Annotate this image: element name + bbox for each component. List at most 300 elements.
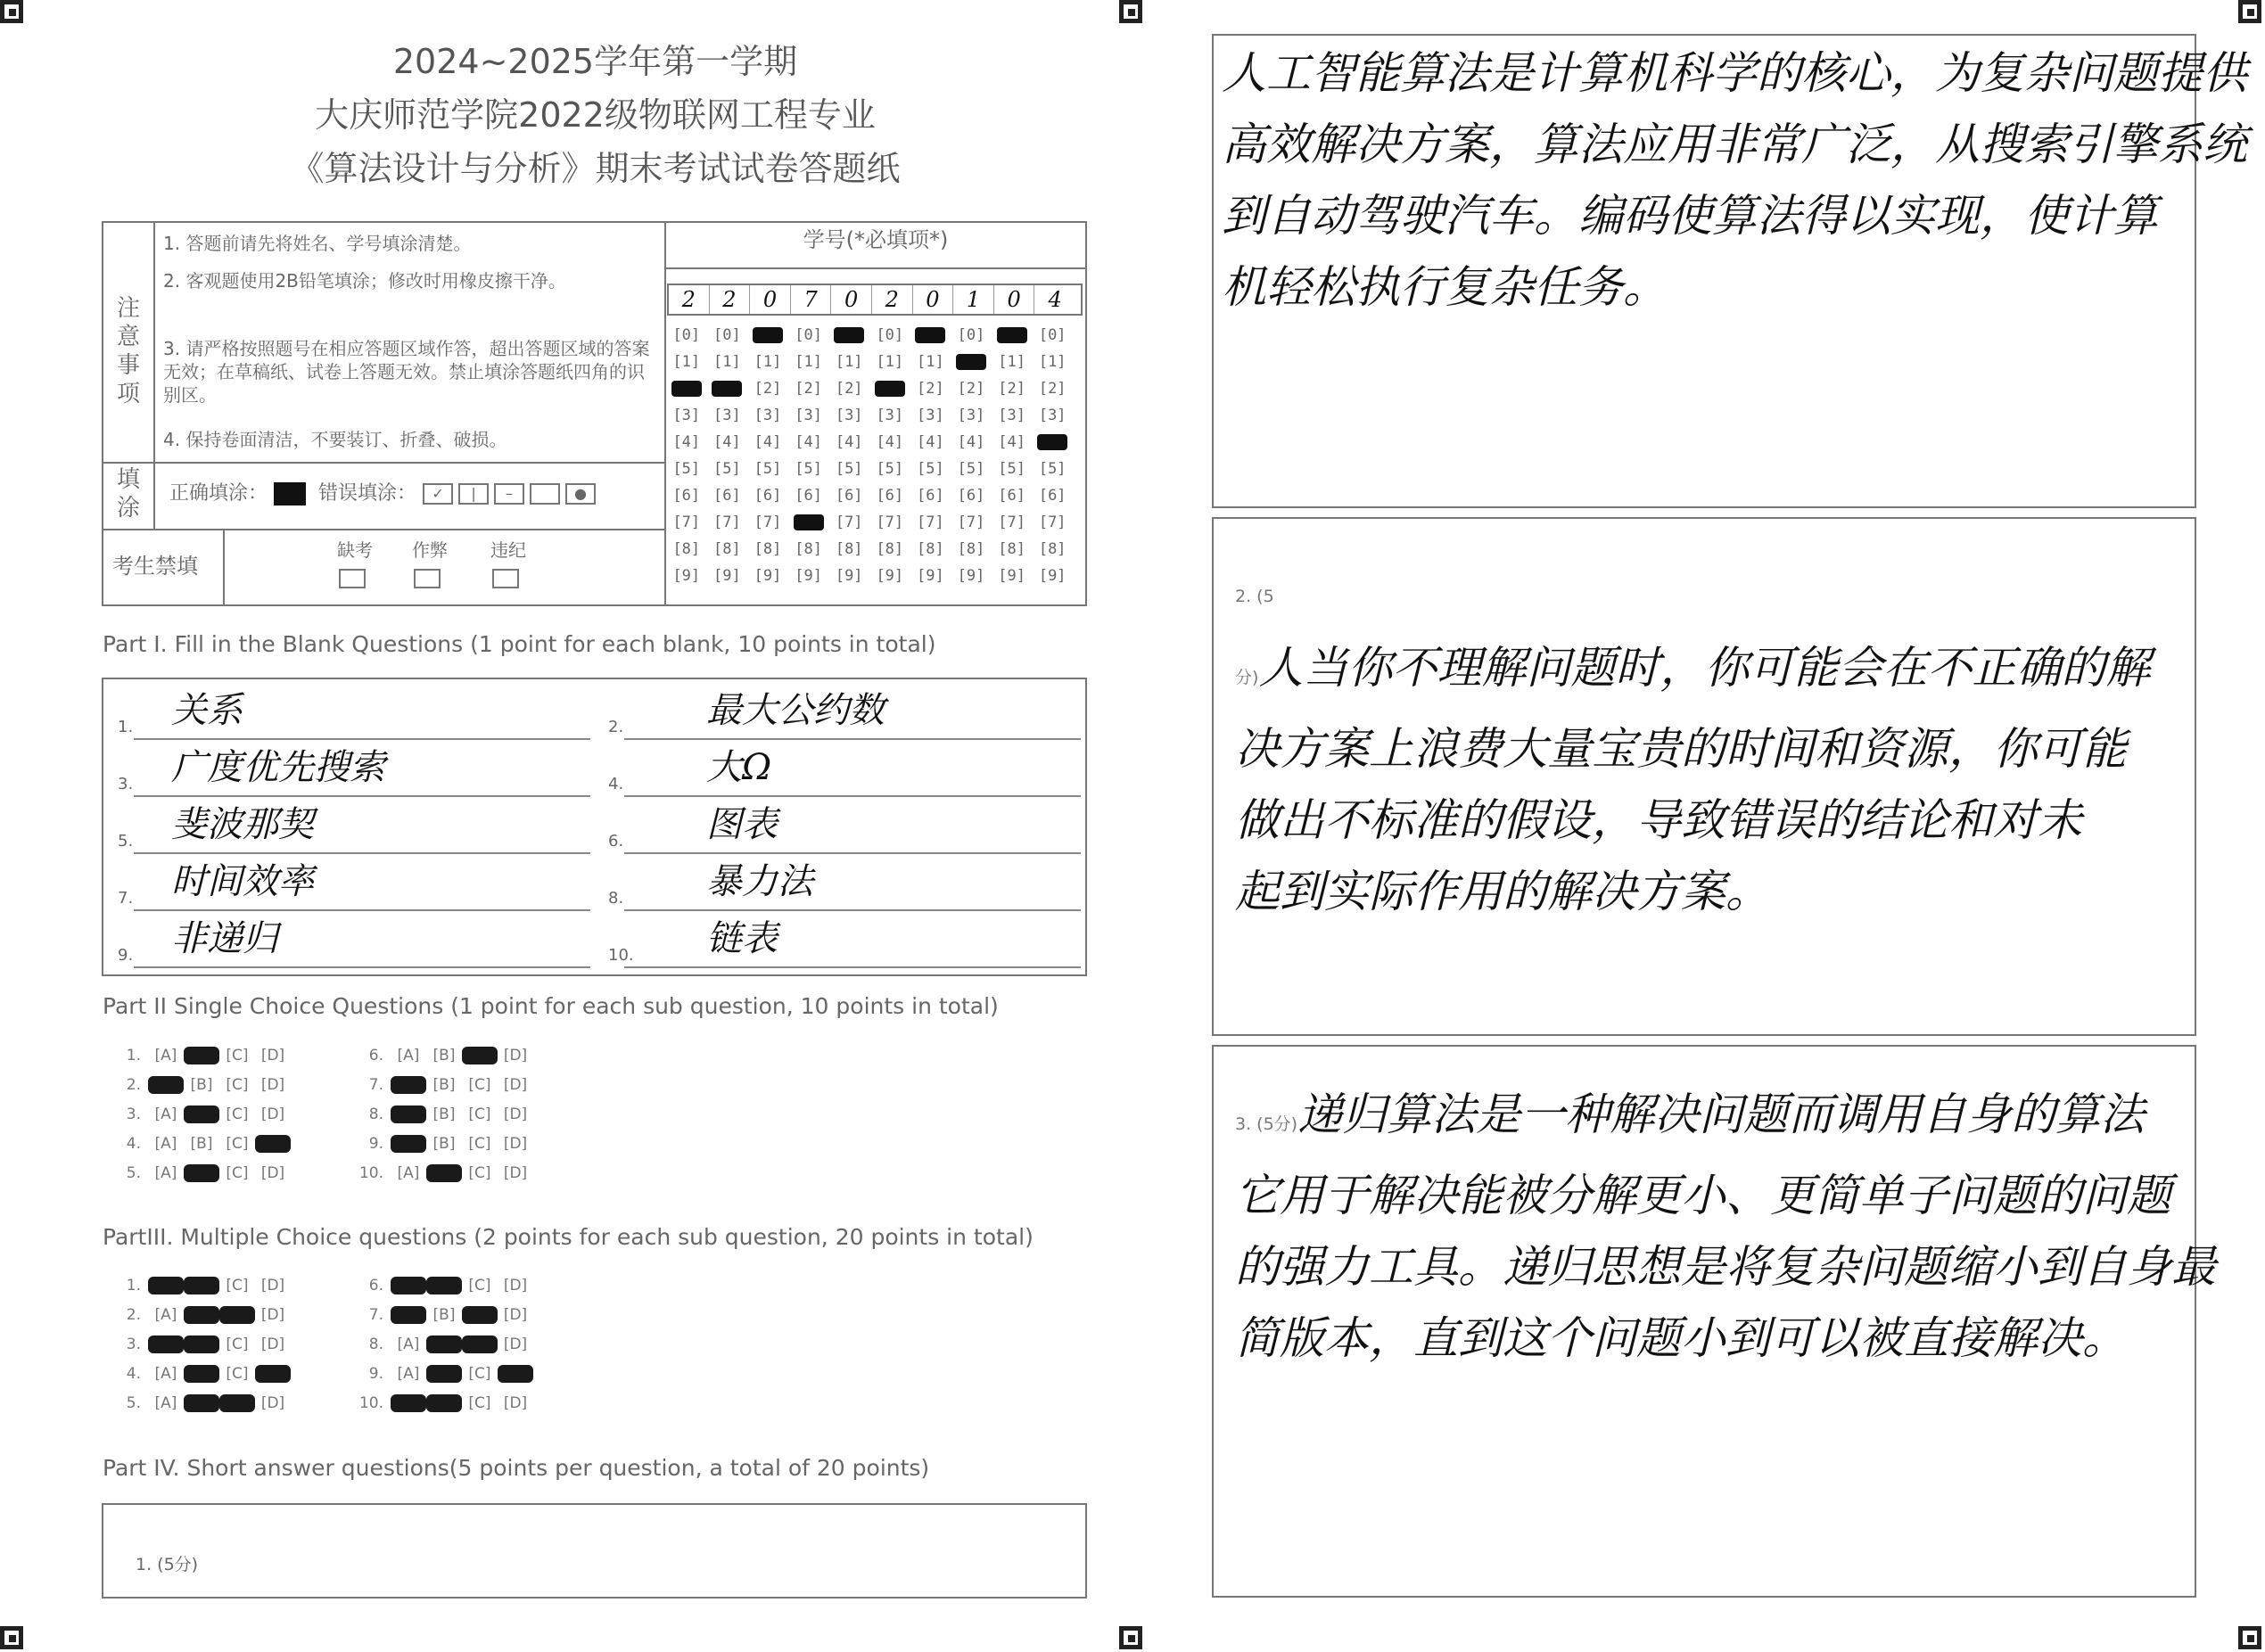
part2-question-1: [114, 1047, 291, 1064]
student-id-bubble[interactable]: [9]: [835, 567, 863, 585]
part3-q5-option-b-filled[interactable]: [184, 1394, 219, 1412]
part2-q2-option-b[interactable]: [B]: [190, 1076, 213, 1094]
blank-answer-text: 最大公约数: [706, 690, 885, 731]
blank-answer-text: 时间效率: [171, 861, 314, 902]
student-id-bubble[interactable]: [669, 380, 704, 398]
wrong-dot-icon: ●: [565, 483, 596, 505]
student-id-bubble[interactable]: [1]: [998, 353, 1025, 371]
blank-answer-4[interactable]: [608, 744, 1081, 797]
forbidden-violation: 违纪: [482, 538, 535, 588]
answer-3-text: [1235, 1079, 2216, 1374]
part3-q9-option-a[interactable]: [A]: [397, 1365, 420, 1383]
student-id-bubble[interactable]: [791, 514, 827, 531]
violation-checkbox[interactable]: [492, 569, 519, 588]
student-id-bubble[interactable]: [5]: [957, 460, 985, 478]
part2-q6-option-a[interactable]: [A]: [397, 1047, 420, 1064]
student-id-bubble[interactable]: [9]: [1038, 567, 1067, 585]
part2-q1-option-a[interactable]: [A]: [154, 1047, 177, 1064]
part3-question-10: [357, 1394, 533, 1412]
short-answer-box-1-left: [102, 1503, 1087, 1599]
question-number: 2.: [126, 1076, 141, 1094]
blank-underline: [624, 852, 1081, 854]
student-id-bubble[interactable]: [2]: [835, 380, 863, 398]
part2-q4-option-c[interactable]: [C]: [226, 1135, 249, 1153]
student-id-bubble[interactable]: [3]: [876, 407, 904, 424]
exam-title: 《算法设计与分析》期末考试试卷答题纸: [290, 149, 901, 188]
student-id-bubble[interactable]: [6]: [835, 487, 863, 505]
blank-answer-text: 广度优先搜索: [171, 747, 385, 788]
part2-question-7: [357, 1076, 533, 1094]
blank-number: 2.: [608, 718, 624, 736]
student-id-bubble[interactable]: [0]: [876, 326, 904, 344]
student-id-bubble[interactable]: [9]: [917, 567, 944, 585]
student-id-bubble[interactable]: [7]: [835, 514, 863, 531]
student-id-bubble[interactable]: [9]: [672, 567, 701, 585]
part3-q2-option-b-filled[interactable]: [184, 1306, 219, 1324]
student-id-bubble[interactable]: [6]: [1038, 487, 1067, 505]
student-id-bubble[interactable]: [5]: [1038, 460, 1067, 478]
part3-question-1: [114, 1277, 291, 1294]
part3-q3-option-a-filled[interactable]: [148, 1336, 184, 1353]
part3-q3-option-b-filled[interactable]: [184, 1336, 219, 1353]
part2-q1-option-c[interactable]: [C]: [226, 1047, 249, 1064]
student-id-bubble[interactable]: [4]: [795, 433, 822, 451]
student-id-bubble[interactable]: [2]: [795, 380, 822, 398]
student-id-bubble[interactable]: [4]: [835, 433, 863, 451]
student-id-digit: 0: [831, 285, 872, 314]
part3-q1-option-a-filled[interactable]: [148, 1277, 184, 1294]
blank-answer-text: 非递归: [171, 918, 278, 959]
student-id-bubble[interactable]: [5]: [795, 460, 822, 478]
part2-question-8: [357, 1105, 533, 1123]
student-id-bubble[interactable]: [6]: [876, 487, 904, 505]
part2-q6-option-c-filled[interactable]: [462, 1047, 498, 1064]
student-id-bubble[interactable]: [7]: [754, 514, 782, 531]
blank-number: 4.: [608, 775, 624, 793]
part3-question-2: [114, 1306, 291, 1324]
student-id-bubble[interactable]: [4]: [713, 433, 741, 451]
student-id-bubble[interactable]: [2]: [957, 380, 985, 398]
student-id-bubble[interactable]: [1]: [672, 353, 701, 371]
student-id-bubble[interactable]: [1]: [1038, 353, 1067, 371]
question-number: 7.: [368, 1306, 383, 1324]
student-id-bubble[interactable]: [3]: [917, 407, 944, 424]
question-number: 1.: [126, 1047, 141, 1064]
student-id-bubble[interactable]: [8]: [754, 540, 782, 558]
part2-q10-option-d[interactable]: [D]: [503, 1164, 528, 1182]
blank-answer-text: 关系: [171, 690, 243, 731]
student-id-bubble-filled: [794, 514, 824, 530]
part3-q5-option-a[interactable]: [A]: [154, 1394, 177, 1412]
question-number: 3.: [126, 1336, 141, 1353]
part2-q10-option-c[interactable]: [C]: [468, 1164, 491, 1182]
corner-marker-top-left: [0, 0, 23, 23]
part2-q9-option-d[interactable]: [D]: [503, 1135, 528, 1153]
part3-q7-option-a-filled[interactable]: [391, 1306, 426, 1324]
part3-q1-option-d[interactable]: [D]: [260, 1277, 285, 1294]
corner-marker-top-center: [1119, 0, 1142, 23]
part3-q3-option-d[interactable]: [D]: [260, 1336, 285, 1353]
question-number: 7.: [368, 1076, 383, 1094]
student-id-bubble[interactable]: [831, 326, 867, 344]
part3-q1-option-c[interactable]: [C]: [226, 1277, 249, 1294]
blank-underline: [624, 738, 1081, 740]
part2-q3-option-a[interactable]: [A]: [154, 1105, 177, 1123]
fill-label: 填涂: [116, 466, 140, 522]
student-id-bubble[interactable]: [6]: [957, 487, 985, 505]
student-id-bubble[interactable]: [7]: [917, 514, 944, 531]
corner-marker-bottom-right: [2238, 1626, 2261, 1649]
question-number: 10.: [358, 1394, 383, 1412]
part3-q9-option-d-filled[interactable]: [498, 1365, 533, 1383]
part2-q5-option-a[interactable]: [A]: [154, 1164, 177, 1182]
answer-line: 递归算法是一种解决问题而调用自身的算法: [1297, 1089, 2146, 1140]
student-id-bubble[interactable]: [9]: [795, 567, 822, 585]
part2-q4-option-a[interactable]: [A]: [154, 1135, 177, 1153]
part3-q8-option-b-filled[interactable]: [426, 1336, 462, 1353]
exam-major: 大庆师范学院2022级物联网工程专业: [315, 95, 876, 135]
student-id-bubble[interactable]: [6]: [998, 487, 1025, 505]
part3-q6-option-b-filled[interactable]: [426, 1277, 462, 1294]
blank-answer-2[interactable]: [608, 686, 1081, 740]
student-id-digit: 1: [953, 285, 994, 314]
student-id-bubble[interactable]: [3]: [1038, 407, 1067, 424]
part3-q2-option-d[interactable]: [D]: [260, 1306, 285, 1324]
blank-answer-9[interactable]: [118, 915, 590, 968]
part3-q4-option-b-filled[interactable]: [184, 1365, 219, 1383]
part3-q4-option-a[interactable]: [A]: [154, 1365, 177, 1383]
student-id-bubble-filled: [671, 381, 702, 397]
notice-item-2: 2. 客观题使用2B铅笔填涂；修改时用橡皮擦干净。: [163, 270, 566, 292]
student-id-bubble-filled: [1037, 434, 1067, 450]
student-id-bubble[interactable]: [1]: [876, 353, 904, 371]
question-number: 8.: [368, 1105, 383, 1123]
answer-line: 机轻松执行复杂任务。: [1222, 261, 1668, 313]
student-id-bubble[interactable]: [4]: [917, 433, 944, 451]
student-id-bubble[interactable]: [5]: [713, 460, 741, 478]
question-number: 10.: [358, 1164, 383, 1182]
blank-answer-6[interactable]: [608, 801, 1081, 854]
part3-q8-option-d[interactable]: [D]: [503, 1336, 528, 1353]
student-id-bubble[interactable]: [8]: [957, 540, 985, 558]
student-id-bubble[interactable]: [3]: [672, 407, 701, 424]
part3-q10-option-b-filled[interactable]: [426, 1394, 462, 1412]
student-id-bubble[interactable]: [1]: [713, 353, 741, 371]
q1-label: 1. (5分): [136, 1555, 199, 1574]
student-id-bubble[interactable]: [4]: [754, 433, 782, 451]
student-id-bubble[interactable]: [9]: [876, 567, 904, 585]
part3-question-6: [357, 1277, 533, 1294]
student-id-bubble[interactable]: [1]: [754, 353, 782, 371]
blank-answer-text: 斐波那契: [171, 804, 314, 845]
blank-number: 7.: [118, 889, 134, 908]
part2-q8-option-d[interactable]: [D]: [503, 1105, 528, 1123]
part3-q5-option-d[interactable]: [D]: [260, 1394, 285, 1412]
student-id-bubble[interactable]: [2]: [754, 380, 782, 398]
part2-q9-option-c[interactable]: [C]: [468, 1135, 491, 1153]
student-id-bubble[interactable]: [8]: [713, 540, 741, 558]
student-id-bubble[interactable]: [8]: [876, 540, 904, 558]
part2-q5-option-b-filled[interactable]: [184, 1164, 219, 1182]
student-id-bubble[interactable]: [3]: [713, 407, 741, 424]
fill-correct-sample: [274, 482, 306, 505]
student-id-bubble[interactable]: [2]: [917, 380, 944, 398]
student-id-bubble[interactable]: [994, 326, 1030, 344]
part3-q4-option-c[interactable]: [C]: [226, 1365, 249, 1383]
student-id-bubble[interactable]: [7]: [998, 514, 1025, 531]
part3-q9-option-b-filled[interactable]: [426, 1365, 462, 1383]
blank-number: 3.: [118, 775, 134, 793]
student-id-bubble[interactable]: [5]: [835, 460, 863, 478]
answer-line: 决方案上浪费大量宝贵的时间和资源，你可能: [1235, 723, 2127, 775]
part3-q6-option-c[interactable]: [C]: [468, 1277, 491, 1294]
cheat-checkbox[interactable]: [414, 569, 441, 588]
absent-checkbox[interactable]: [339, 569, 366, 588]
part2-q2-option-d[interactable]: [D]: [260, 1076, 285, 1094]
student-id-written-row: [667, 284, 1083, 316]
part3-q3-option-c[interactable]: [C]: [226, 1336, 249, 1353]
notice-item-3: 3. 请严格按照题号在相应答题区域作答，超出答题区域的答案无效；在草稿纸、试卷上答题无效。禁止填涂答题纸四角的识别区。: [163, 338, 650, 406]
exam-term: 2024~2025学年第一学期: [392, 42, 798, 81]
student-id-bubble[interactable]: [1]: [835, 353, 863, 371]
blank-number: 6.: [608, 832, 624, 851]
student-id-digit: 0: [994, 285, 1035, 314]
student-id-bubble[interactable]: [872, 380, 908, 398]
wrong-check-icon: ✓: [423, 483, 453, 505]
part3-question-3: [114, 1336, 291, 1353]
student-id-bubble[interactable]: [5]: [672, 460, 701, 478]
blank-answer-text: 暴力法: [706, 861, 813, 902]
student-id-digit: 7: [791, 285, 832, 314]
answer-2-text: [1235, 551, 2189, 927]
part3-q10-option-d[interactable]: [D]: [503, 1394, 528, 1412]
part3-q10-option-c[interactable]: [C]: [468, 1394, 491, 1412]
part3-q2-option-a[interactable]: [A]: [154, 1306, 177, 1324]
student-id-bubble[interactable]: [5]: [917, 460, 944, 478]
question-number: 5.: [126, 1164, 141, 1182]
student-id-bubble[interactable]: [1]: [917, 353, 944, 371]
notice-item-1: 1. 答题前请先将姓名、学号填涂清楚。: [163, 233, 472, 254]
student-id-bubble[interactable]: [4]: [998, 433, 1025, 451]
blank-underline: [624, 795, 1081, 797]
part3-q5-option-c-filled[interactable]: [219, 1394, 255, 1412]
part3-q7-option-d[interactable]: [D]: [503, 1306, 528, 1324]
blank-underline: [134, 966, 590, 968]
part2-q7-option-a-filled[interactable]: [391, 1076, 426, 1094]
answer-line: 起到实际作用的解决方案。: [1235, 866, 1770, 917]
student-id-bubble[interactable]: [8]: [672, 540, 701, 558]
part2-q10-option-b-filled[interactable]: [426, 1164, 462, 1182]
blank-underline: [624, 966, 1081, 968]
student-id-bubble[interactable]: [3]: [754, 407, 782, 424]
student-id-bubble[interactable]: [7]: [957, 514, 985, 531]
part2-q6-option-b[interactable]: [B]: [432, 1047, 456, 1064]
student-id-bubble[interactable]: [7]: [672, 514, 701, 531]
part2-q3-option-d[interactable]: [D]: [260, 1105, 285, 1123]
part2-q3-option-b-filled[interactable]: [184, 1105, 219, 1123]
part3-q1-option-b-filled[interactable]: [184, 1277, 219, 1294]
part2-q1-option-b-filled[interactable]: [184, 1047, 219, 1064]
part2-question-5: [114, 1164, 291, 1182]
student-id-bubble[interactable]: [0]: [795, 326, 822, 344]
part3-q4-option-d-filled[interactable]: [255, 1365, 291, 1383]
part3-q8-option-c-filled[interactable]: [462, 1336, 498, 1353]
student-id-bubble[interactable]: [9]: [957, 567, 985, 585]
student-id-bubble[interactable]: [5]: [754, 460, 782, 478]
student-id-bubble[interactable]: [2]: [1038, 380, 1067, 398]
student-id-bubble[interactable]: [0]: [713, 326, 741, 344]
part3-q2-option-c-filled[interactable]: [219, 1306, 255, 1324]
part2-q7-option-b[interactable]: [B]: [432, 1076, 456, 1094]
student-id-bubble[interactable]: [8]: [835, 540, 863, 558]
student-id-bubble[interactable]: [3]: [957, 407, 985, 424]
part2-title: Part II Single Choice Questions (1 point for each sub question, 10 points in total): [103, 993, 999, 1019]
student-id-bubble[interactable]: [6]: [917, 487, 944, 505]
part2-q3-option-c[interactable]: [C]: [226, 1105, 249, 1123]
student-id-bubble[interactable]: [8]: [1038, 540, 1067, 558]
part3-q9-option-c[interactable]: [C]: [468, 1365, 491, 1383]
part2-q8-option-a-filled[interactable]: [391, 1105, 426, 1123]
student-id-bubble[interactable]: [953, 353, 989, 371]
student-id-bubble[interactable]: [7]: [876, 514, 904, 531]
student-id-bubble[interactable]: [2]: [998, 380, 1025, 398]
part2-question-4: [114, 1135, 291, 1153]
question-number: 2.: [126, 1306, 141, 1324]
part2-q4-option-d-filled[interactable]: [255, 1135, 291, 1153]
student-id-digit: 4: [1048, 287, 1062, 312]
part3-question-9: [357, 1365, 533, 1383]
part3-q6-option-a-filled[interactable]: [391, 1277, 426, 1294]
question-number: 4.: [126, 1365, 141, 1383]
blank-answer-text: 图表: [706, 804, 778, 845]
student-id-bubble[interactable]: [6]: [672, 487, 701, 505]
blank-answer-3[interactable]: [118, 744, 590, 797]
student-id-bubble[interactable]: [6]: [713, 487, 741, 505]
part2-q6-option-d[interactable]: [D]: [503, 1047, 528, 1064]
student-id-bubble[interactable]: [4]: [957, 433, 985, 451]
student-id-bubble[interactable]: [6]: [795, 487, 822, 505]
student-id-bubble[interactable]: [4]: [876, 433, 904, 451]
student-id-bubble[interactable]: [5]: [998, 460, 1025, 478]
answer-line: 人当你不理解问题时，你可能会在不正确的解: [1258, 642, 2151, 694]
blank-underline: [624, 909, 1081, 911]
part3-question-4: [114, 1365, 291, 1383]
part2-q9-option-b[interactable]: [B]: [432, 1135, 456, 1153]
student-id-bubble[interactable]: [6]: [754, 487, 782, 505]
blank-answer-text: 大Ω: [706, 747, 772, 788]
student-id-bubble[interactable]: [8]: [917, 540, 944, 558]
part2-q1-option-d[interactable]: [D]: [260, 1047, 285, 1064]
blank-answer-7[interactable]: [118, 858, 590, 911]
student-id-bubble-filled: [997, 327, 1027, 343]
answer-line: 简版本，直到这个问题小到可以被直接解决。: [1235, 1312, 2127, 1364]
forbidden-cheat: 作弊: [403, 538, 457, 588]
student-id-bubble[interactable]: [1]: [795, 353, 822, 371]
blank-answer-8[interactable]: [608, 858, 1081, 911]
question-number: 9.: [368, 1135, 383, 1153]
part2-q2-option-c[interactable]: [C]: [226, 1076, 249, 1094]
student-id-bubble-filled: [834, 327, 864, 343]
blank-answer-10[interactable]: [608, 915, 1081, 968]
corner-marker-top-right: [2238, 0, 2261, 23]
student-id-bubble[interactable]: [9]: [713, 567, 741, 585]
student-id-bubble[interactable]: [9]: [754, 567, 782, 585]
student-id-bubble[interactable]: [710, 380, 745, 398]
part3-q7-option-b[interactable]: [B]: [432, 1306, 456, 1324]
student-id-bubble[interactable]: [750, 326, 786, 344]
part3-question-8: [357, 1336, 533, 1353]
part2-q7-option-c[interactable]: [C]: [468, 1076, 491, 1094]
student-id-bubble[interactable]: [1034, 433, 1070, 451]
question-number: 6.: [368, 1277, 383, 1294]
answer-line: 到自动驾驶汽车。编码使算法得以实现，使计算: [1222, 190, 2158, 242]
part2-q9-option-a-filled[interactable]: [391, 1135, 426, 1153]
part2-q4-option-b[interactable]: [B]: [190, 1135, 213, 1153]
blank-answer-text: 链表: [706, 918, 778, 959]
student-id-bubble[interactable]: [0]: [672, 326, 701, 344]
student-id-bubble[interactable]: [3]: [795, 407, 822, 424]
student-id-bubble[interactable]: [7]: [713, 514, 741, 531]
part3-q7-option-c-filled[interactable]: [462, 1306, 498, 1324]
blank-number: 8.: [608, 889, 624, 908]
student-id-title: 学号(*必填项*): [803, 227, 949, 252]
student-id-bubble[interactable]: [3]: [835, 407, 863, 424]
student-id-bubble-filled: [956, 354, 986, 370]
student-id-bubble[interactable]: [0]: [1038, 326, 1067, 344]
question-number: 6.: [368, 1047, 383, 1064]
answer-line: 做出不标准的假设，导致错误的结论和对未: [1235, 794, 2082, 846]
student-id-bubble[interactable]: [8]: [998, 540, 1025, 558]
part3-q6-option-d[interactable]: [D]: [503, 1277, 528, 1294]
answer-1-text: [1222, 37, 2247, 323]
fill-example: [169, 482, 601, 505]
part2-question-3: [114, 1105, 291, 1123]
student-id-bubble[interactable]: [8]: [795, 540, 822, 558]
part2-q8-option-b[interactable]: [B]: [432, 1105, 456, 1123]
student-id-bubble[interactable]: [9]: [998, 567, 1025, 585]
student-id-bubble[interactable]: [913, 326, 949, 344]
blank-answer-5[interactable]: [118, 801, 590, 854]
part2-q7-option-d[interactable]: [D]: [503, 1076, 528, 1094]
part2-q5-option-c[interactable]: [C]: [226, 1164, 249, 1182]
student-id-digit: 0: [750, 285, 791, 314]
wrong-bar-icon: |: [458, 483, 489, 505]
student-id-bubble[interactable]: [4]: [672, 433, 701, 451]
part2-question-2: [114, 1076, 291, 1094]
student-id-bubble-filled: [915, 327, 945, 343]
q3-label: 3. (5分): [1235, 1114, 1298, 1134]
part3-q10-option-a-filled[interactable]: [391, 1394, 426, 1412]
part2-q5-option-d[interactable]: [D]: [260, 1164, 285, 1182]
part3-q8-option-a[interactable]: [A]: [397, 1336, 420, 1353]
part2-q10-option-a[interactable]: [A]: [397, 1164, 420, 1182]
corner-marker-bottom-left: [0, 1626, 23, 1649]
part2-q8-option-c[interactable]: [C]: [468, 1105, 491, 1123]
part2-q2-option-a-filled[interactable]: [148, 1076, 184, 1094]
student-id-bubble[interactable]: [5]: [876, 460, 904, 478]
student-id-bubble-filled: [712, 381, 742, 397]
part2-question-9: [357, 1135, 533, 1153]
student-id-bubble[interactable]: [0]: [957, 326, 985, 344]
student-id-bubble[interactable]: [7]: [1038, 514, 1067, 531]
question-number: 5.: [126, 1394, 141, 1412]
notice-label: 注意事项: [116, 295, 140, 407]
student-id-digit: 0: [913, 285, 954, 314]
student-id-bubble[interactable]: [3]: [998, 407, 1025, 424]
blank-answer-1[interactable]: [118, 686, 590, 740]
wrong-empty-icon: [530, 483, 560, 505]
student-id-bubble-filled: [753, 327, 783, 343]
